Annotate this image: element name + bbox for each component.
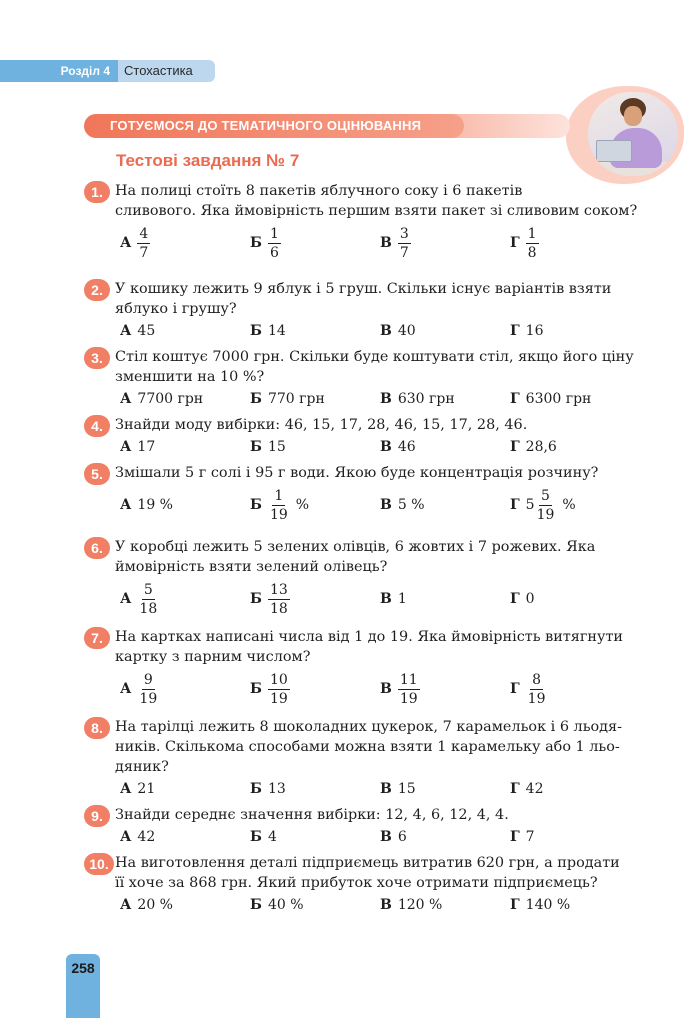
option-letter: В	[380, 235, 392, 251]
fraction-numerator: 1	[274, 487, 284, 504]
fraction-numerator: 1	[527, 225, 537, 242]
task-number-badge: 5.	[84, 463, 110, 485]
option-value: 770 грн	[267, 391, 325, 407]
option-letter: Б	[250, 235, 262, 251]
fraction-denominator: 8	[527, 244, 537, 261]
question-line: Знайди моду вибірки: 46, 15, 17, 28, 46, 15, 17, 28, 46.	[115, 417, 528, 433]
answer-option	[380, 221, 411, 265]
fraction-denominator: 19	[269, 506, 288, 523]
fraction-numerator: 4	[139, 225, 149, 242]
section-topic: Стохастика	[124, 63, 193, 78]
option-letter: В	[380, 591, 392, 607]
fraction-denominator: 19	[399, 690, 418, 707]
question-line: На виготовлення деталі підприємець витратив 620 грн, а продати	[115, 855, 620, 871]
fraction-denominator: 19	[536, 506, 555, 523]
option-letter: Б	[250, 497, 262, 513]
option-value: 1	[397, 591, 407, 607]
option-fraction	[137, 226, 150, 261]
option-letter: В	[380, 681, 392, 697]
question-line: На картках написані числа від 1 до 19. Яка ймовірність витягнути	[115, 629, 624, 645]
answer-option	[250, 883, 304, 927]
option-value: 15	[397, 781, 416, 797]
fraction-denominator: 19	[139, 690, 158, 707]
option-suffix: %	[295, 497, 310, 513]
question-line: Стіл коштує 7000 грн. Скільки буде коштувати стіл, якщо його ціну	[115, 349, 634, 365]
task-number-badge: 6.	[84, 537, 110, 559]
option-letter: В	[380, 897, 392, 913]
option-letter: Б	[250, 439, 262, 455]
option-fraction	[268, 672, 290, 707]
option-fraction	[398, 226, 411, 261]
option-letter: А	[120, 235, 132, 251]
answer-options	[120, 577, 640, 621]
option-value: 4	[267, 829, 277, 845]
answer-option	[120, 577, 159, 621]
option-value: 17	[137, 439, 156, 455]
option-letter: Г	[510, 829, 520, 845]
question-line: На полиці стоїть 8 пакетів яблучного соку і 6 пакетів	[115, 183, 523, 199]
option-fraction	[398, 672, 420, 707]
option-value: 630 грн	[397, 391, 455, 407]
option-letter: В	[380, 497, 392, 513]
option-letter: Г	[510, 681, 520, 697]
task-question	[115, 627, 655, 667]
option-value: 28,6	[525, 439, 557, 455]
question-line: Змішали 5 г солі і 95 г води. Якою буде концентрація розчину?	[115, 465, 599, 481]
option-value: 42	[137, 829, 156, 845]
fraction-denominator: 6	[269, 244, 279, 261]
fraction-numerator: 8	[532, 671, 542, 688]
option-value: 13	[267, 781, 286, 797]
option-letter: А	[120, 591, 132, 607]
fraction-numerator: 3	[399, 225, 409, 242]
page-title: Тестові завдання № 7	[116, 151, 300, 170]
answer-option	[510, 883, 570, 927]
fraction-numerator: 11	[399, 671, 418, 688]
option-letter: А	[120, 323, 132, 339]
answer-option	[510, 577, 535, 621]
fraction-numerator: 5	[541, 487, 550, 504]
option-letter: Б	[250, 391, 262, 407]
option-value: 140 %	[525, 897, 571, 913]
option-fraction	[268, 582, 290, 617]
answer-option	[250, 221, 281, 265]
option-letter: А	[120, 497, 132, 513]
answer-options	[120, 883, 640, 927]
option-value: 16	[525, 323, 544, 339]
option-value: 19 %	[137, 497, 173, 513]
task-question	[115, 537, 655, 577]
question-line: У коробці лежить 5 зелених олівців, 6 жовтих і 7 рожевих. Яка	[115, 539, 596, 555]
option-letter: Г	[510, 897, 520, 913]
answer-option	[510, 483, 576, 527]
option-letter: Б	[250, 829, 262, 845]
option-value: 6300 грн	[525, 391, 592, 407]
option-letter: В	[380, 323, 392, 339]
page-number: 258	[71, 960, 95, 976]
option-fraction	[137, 672, 159, 707]
answer-option	[510, 667, 548, 711]
option-fraction	[526, 226, 539, 261]
option-letter: А	[120, 681, 132, 697]
answer-option	[120, 883, 173, 927]
option-fraction	[526, 672, 548, 707]
task-number-badge: 1.	[84, 181, 110, 203]
fraction-numerator: 9	[143, 671, 153, 688]
option-letter: А	[120, 829, 132, 845]
task-question	[115, 181, 655, 221]
option-value: 15	[267, 439, 286, 455]
task-number-badge: 7.	[84, 627, 110, 649]
answer-options	[120, 221, 640, 265]
answer-option	[120, 667, 159, 711]
option-letter: Б	[250, 681, 262, 697]
option-letter: Б	[250, 781, 262, 797]
option-letter: Г	[510, 323, 520, 339]
answer-option	[380, 883, 442, 927]
option-fraction	[137, 582, 159, 617]
option-letter: В	[380, 829, 392, 845]
question-line: зменшити на 10 %?	[115, 369, 265, 385]
fraction-denominator: 7	[139, 244, 149, 261]
option-fraction	[268, 226, 281, 261]
task-question	[115, 463, 655, 483]
option-letter: Г	[510, 439, 520, 455]
task-number-badge: 4.	[84, 415, 110, 437]
option-letter: А	[120, 781, 132, 797]
option-letter: В	[380, 391, 392, 407]
answer-options	[120, 483, 640, 527]
fraction-denominator: 19	[269, 690, 288, 707]
option-fraction	[535, 488, 557, 523]
task-number-badge: 3.	[84, 347, 110, 369]
question-line: ників. Скількома способами можна взяти 1 карамельку або 1 льо-	[115, 739, 620, 755]
answer-option	[120, 483, 173, 527]
fraction-denominator: 18	[139, 600, 158, 617]
question-line: На тарілці лежить 8 шоколадних цукерок, 7 карамельок і 6 льодя-	[115, 719, 622, 735]
option-letter: Г	[510, 235, 520, 251]
option-letter: Б	[250, 591, 262, 607]
option-letter: Г	[510, 391, 520, 407]
option-letter: Б	[250, 323, 262, 339]
option-value: 7700 грн	[137, 391, 204, 407]
section-banner: ГОТУЄМОСЯ ДО ТЕМАТИЧНОГО ОЦІНЮВАННЯ	[84, 114, 464, 138]
task-number-badge: 8.	[84, 717, 110, 739]
question-line: дяник?	[115, 759, 169, 775]
question-line: У кошику лежить 9 яблук і 5 груш. Скільки існує варіантів взяти	[115, 281, 612, 297]
fraction-denominator: 19	[527, 690, 546, 707]
answer-option	[250, 577, 290, 621]
fraction-numerator: 1	[269, 225, 279, 242]
laptop-icon	[596, 140, 632, 162]
fraction-numerator: 10	[269, 671, 288, 688]
option-value: 42	[525, 781, 544, 797]
fraction-denominator: 18	[269, 600, 288, 617]
option-letter: А	[120, 897, 132, 913]
option-letter: Б	[250, 897, 262, 913]
option-value: 45	[137, 323, 156, 339]
answer-option	[380, 577, 407, 621]
option-letter: А	[120, 391, 132, 407]
question-line: картку з парним числом?	[115, 649, 311, 665]
option-value: 6	[397, 829, 407, 845]
option-value: 14	[267, 323, 286, 339]
option-letter: В	[380, 439, 392, 455]
option-letter: Г	[510, 497, 520, 513]
option-value: 7	[525, 829, 535, 845]
task-number-badge: 10.	[84, 853, 114, 875]
answer-options	[120, 667, 640, 711]
option-value: 40 %	[267, 897, 304, 913]
task-number-badge: 2.	[84, 279, 110, 301]
answer-option	[510, 221, 539, 265]
answer-option	[250, 483, 309, 527]
task-number-badge: 9.	[84, 805, 110, 827]
option-letter: В	[380, 781, 392, 797]
option-letter: Г	[510, 591, 520, 607]
section-label: Розділ 4	[0, 60, 118, 82]
option-value: 20 %	[137, 897, 173, 913]
option-value: 0	[525, 591, 535, 607]
question-line: сливового. Яка ймовірність першим взяти пакет зі сливовим соком?	[115, 203, 638, 219]
option-fraction	[268, 488, 290, 523]
option-whole: 5	[525, 497, 535, 513]
option-value: 40	[397, 323, 416, 339]
option-letter: А	[120, 439, 132, 455]
question-line: її хоче за 868 грн. Який прибуток хоче отримати підприємець?	[115, 875, 598, 891]
question-line: ймовірність взяти зелений олівець?	[115, 559, 388, 575]
option-suffix: %	[562, 497, 576, 513]
question-line: яблуко і грушу?	[115, 301, 237, 317]
answer-option	[120, 221, 150, 265]
option-value: 120 %	[397, 897, 443, 913]
student-photo	[588, 92, 678, 176]
fraction-numerator: 5	[143, 581, 153, 598]
option-value: 5 %	[397, 497, 425, 513]
option-letter: Г	[510, 781, 520, 797]
answer-option	[380, 483, 425, 527]
answer-option	[250, 667, 290, 711]
fraction-denominator: 7	[399, 244, 409, 261]
question-line: Знайди середнє значення вибірки: 12, 4, 6, 12, 4, 4.	[115, 807, 509, 823]
option-value: 21	[137, 781, 156, 797]
answer-option	[380, 667, 420, 711]
option-value: 46	[397, 439, 416, 455]
fraction-numerator: 13	[269, 581, 288, 598]
